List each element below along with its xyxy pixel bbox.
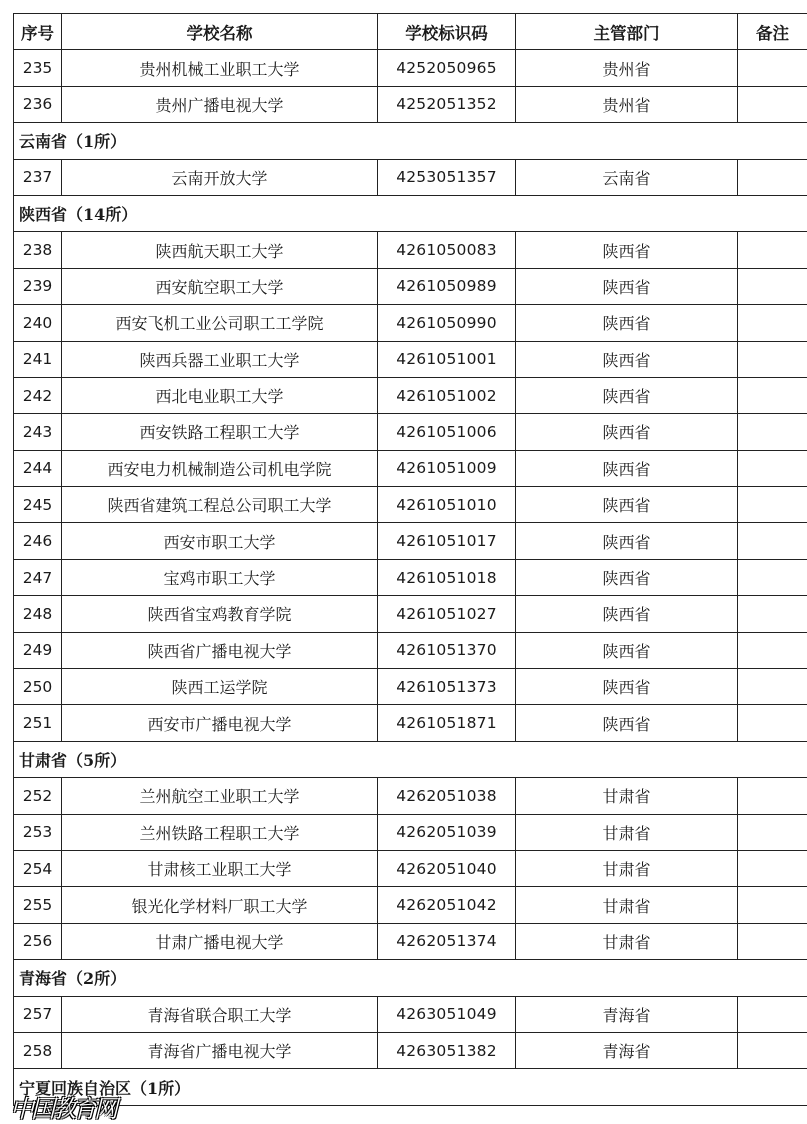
school-row bbox=[14, 887, 807, 923]
school-name: 陕西兵器工业职工大学 bbox=[62, 341, 378, 377]
school-name: 兰州铁路工程职工大学 bbox=[62, 814, 378, 850]
school-note bbox=[738, 86, 807, 122]
school-name: 西安航空职工大学 bbox=[62, 268, 378, 304]
col-header-code: 学校标识码 bbox=[378, 14, 516, 50]
school-name: 西北电业职工大学 bbox=[62, 377, 378, 413]
school-row bbox=[14, 305, 807, 341]
school-code: 4261051370 bbox=[378, 632, 516, 668]
school-row bbox=[14, 487, 807, 523]
school-row bbox=[14, 268, 807, 304]
school-code: 4262051374 bbox=[378, 923, 516, 959]
school-code: 4263051049 bbox=[378, 996, 516, 1032]
school-no: 244 bbox=[14, 450, 62, 486]
school-no: 245 bbox=[14, 487, 62, 523]
school-code: 4262051038 bbox=[378, 778, 516, 814]
school-code: 4261051009 bbox=[378, 450, 516, 486]
school-code: 4253051357 bbox=[378, 159, 516, 195]
school-code: 4261051001 bbox=[378, 341, 516, 377]
school-dept: 青海省 bbox=[516, 1032, 738, 1068]
school-row bbox=[14, 559, 807, 595]
school-dept: 甘肃省 bbox=[516, 778, 738, 814]
school-row bbox=[14, 341, 807, 377]
header-row bbox=[14, 14, 807, 50]
school-code: 4262051039 bbox=[378, 814, 516, 850]
school-no: 238 bbox=[14, 232, 62, 268]
school-code: 4263051382 bbox=[378, 1032, 516, 1068]
school-dept: 陕西省 bbox=[516, 341, 738, 377]
school-code: 4261051017 bbox=[378, 523, 516, 559]
school-no: 257 bbox=[14, 996, 62, 1032]
school-dept: 陕西省 bbox=[516, 450, 738, 486]
province-row bbox=[14, 195, 807, 231]
school-name: 西安市广播电视大学 bbox=[62, 705, 378, 741]
school-code: 4252050965 bbox=[378, 50, 516, 86]
school-no: 243 bbox=[14, 414, 62, 450]
school-dept: 陕西省 bbox=[516, 632, 738, 668]
school-dept: 陕西省 bbox=[516, 705, 738, 741]
school-dept: 陕西省 bbox=[516, 596, 738, 632]
school-dept: 陕西省 bbox=[516, 669, 738, 705]
school-row bbox=[14, 414, 807, 450]
school-row bbox=[14, 996, 807, 1032]
school-row bbox=[14, 1032, 807, 1068]
school-dept: 甘肃省 bbox=[516, 923, 738, 959]
school-name: 西安铁路工程职工大学 bbox=[62, 414, 378, 450]
school-note bbox=[738, 814, 807, 850]
school-note bbox=[738, 414, 807, 450]
school-row bbox=[14, 923, 807, 959]
school-no: 242 bbox=[14, 377, 62, 413]
school-no: 241 bbox=[14, 341, 62, 377]
school-note bbox=[738, 923, 807, 959]
school-note bbox=[738, 268, 807, 304]
school-note bbox=[738, 669, 807, 705]
school-dept: 陕西省 bbox=[516, 487, 738, 523]
school-row bbox=[14, 450, 807, 486]
school-dept: 甘肃省 bbox=[516, 850, 738, 886]
province-row bbox=[14, 741, 807, 777]
school-row bbox=[14, 523, 807, 559]
province-label: 甘肃省（5所） bbox=[14, 741, 807, 777]
school-code: 4261051018 bbox=[378, 559, 516, 595]
school-note bbox=[738, 1032, 807, 1068]
school-name: 甘肃核工业职工大学 bbox=[62, 850, 378, 886]
school-no: 235 bbox=[14, 50, 62, 86]
school-name: 陕西工运学院 bbox=[62, 669, 378, 705]
school-note bbox=[738, 232, 807, 268]
school-no: 248 bbox=[14, 596, 62, 632]
school-dept: 贵州省 bbox=[516, 86, 738, 122]
province-label: 陕西省（14所） bbox=[14, 195, 807, 231]
school-dept: 陕西省 bbox=[516, 232, 738, 268]
school-note bbox=[738, 50, 807, 86]
school-no: 254 bbox=[14, 850, 62, 886]
school-name: 贵州机械工业职工大学 bbox=[62, 50, 378, 86]
school-code: 4262051040 bbox=[378, 850, 516, 886]
school-note bbox=[738, 778, 807, 814]
school-note bbox=[738, 632, 807, 668]
school-code: 4262051042 bbox=[378, 887, 516, 923]
school-code: 4261051027 bbox=[378, 596, 516, 632]
school-dept: 陕西省 bbox=[516, 377, 738, 413]
school-name: 陕西省建筑工程总公司职工大学 bbox=[62, 487, 378, 523]
school-note bbox=[738, 377, 807, 413]
school-dept: 青海省 bbox=[516, 996, 738, 1032]
school-code: 4261051010 bbox=[378, 487, 516, 523]
school-dept: 云南省 bbox=[516, 159, 738, 195]
province-row bbox=[14, 960, 807, 996]
school-name: 陕西省广播电视大学 bbox=[62, 632, 378, 668]
school-dept: 陕西省 bbox=[516, 523, 738, 559]
school-dept: 陕西省 bbox=[516, 268, 738, 304]
school-row bbox=[14, 50, 807, 86]
school-name: 青海省广播电视大学 bbox=[62, 1032, 378, 1068]
school-note bbox=[738, 850, 807, 886]
school-no: 237 bbox=[14, 159, 62, 195]
school-note bbox=[738, 487, 807, 523]
school-row bbox=[14, 86, 807, 122]
school-name: 陕西省宝鸡教育学院 bbox=[62, 596, 378, 632]
school-note bbox=[738, 450, 807, 486]
school-note bbox=[738, 305, 807, 341]
school-row bbox=[14, 159, 807, 195]
school-no: 236 bbox=[14, 86, 62, 122]
province-label: 青海省（2所） bbox=[14, 960, 807, 996]
school-row bbox=[14, 669, 807, 705]
province-row bbox=[14, 1069, 807, 1105]
school-name: 甘肃广播电视大学 bbox=[62, 923, 378, 959]
school-no: 249 bbox=[14, 632, 62, 668]
school-name: 西安电力机械制造公司机电学院 bbox=[62, 450, 378, 486]
watermark-logo: 中国教育网 bbox=[10, 1095, 115, 1123]
school-code: 4261051373 bbox=[378, 669, 516, 705]
school-code: 4261050990 bbox=[378, 305, 516, 341]
school-note bbox=[738, 596, 807, 632]
school-no: 258 bbox=[14, 1032, 62, 1068]
school-note bbox=[738, 887, 807, 923]
school-code: 4261051006 bbox=[378, 414, 516, 450]
school-row bbox=[14, 632, 807, 668]
table-body bbox=[14, 50, 807, 1105]
school-row bbox=[14, 232, 807, 268]
school-note bbox=[738, 705, 807, 741]
school-note bbox=[738, 159, 807, 195]
school-name: 宝鸡市职工大学 bbox=[62, 559, 378, 595]
school-code: 4252051352 bbox=[378, 86, 516, 122]
school-list-table bbox=[13, 13, 807, 1106]
school-name: 西安市职工大学 bbox=[62, 523, 378, 559]
school-note bbox=[738, 559, 807, 595]
school-dept: 甘肃省 bbox=[516, 887, 738, 923]
col-header-dept: 主管部门 bbox=[516, 14, 738, 50]
col-header-no: 序号 bbox=[14, 14, 62, 50]
school-dept: 陕西省 bbox=[516, 559, 738, 595]
school-no: 256 bbox=[14, 923, 62, 959]
school-name: 云南开放大学 bbox=[62, 159, 378, 195]
school-row bbox=[14, 778, 807, 814]
province-label: 云南省（1所） bbox=[14, 123, 807, 159]
school-note bbox=[738, 523, 807, 559]
school-no: 255 bbox=[14, 887, 62, 923]
school-dept: 陕西省 bbox=[516, 305, 738, 341]
school-name: 银光化学材料厂职工大学 bbox=[62, 887, 378, 923]
school-dept: 陕西省 bbox=[516, 414, 738, 450]
school-note bbox=[738, 996, 807, 1032]
school-name: 陕西航天职工大学 bbox=[62, 232, 378, 268]
school-row bbox=[14, 596, 807, 632]
school-no: 253 bbox=[14, 814, 62, 850]
school-no: 246 bbox=[14, 523, 62, 559]
school-code: 4261050083 bbox=[378, 232, 516, 268]
school-no: 247 bbox=[14, 559, 62, 595]
school-no: 240 bbox=[14, 305, 62, 341]
col-header-name: 学校名称 bbox=[62, 14, 378, 50]
school-code: 4261051871 bbox=[378, 705, 516, 741]
school-code: 4261050989 bbox=[378, 268, 516, 304]
school-no: 251 bbox=[14, 705, 62, 741]
school-dept: 贵州省 bbox=[516, 50, 738, 86]
school-no: 252 bbox=[14, 778, 62, 814]
school-no: 250 bbox=[14, 669, 62, 705]
col-header-note: 备注 bbox=[738, 14, 807, 50]
school-row bbox=[14, 850, 807, 886]
province-label: 宁夏回族自治区（1所） bbox=[14, 1069, 807, 1105]
school-row bbox=[14, 377, 807, 413]
school-no: 239 bbox=[14, 268, 62, 304]
school-name: 西安飞机工业公司职工工学院 bbox=[62, 305, 378, 341]
school-code: 4261051002 bbox=[378, 377, 516, 413]
school-name: 青海省联合职工大学 bbox=[62, 996, 378, 1032]
province-row bbox=[14, 123, 807, 159]
school-dept: 甘肃省 bbox=[516, 814, 738, 850]
school-name: 贵州广播电视大学 bbox=[62, 86, 378, 122]
school-row bbox=[14, 814, 807, 850]
school-note bbox=[738, 341, 807, 377]
school-name: 兰州航空工业职工大学 bbox=[62, 778, 378, 814]
school-row bbox=[14, 705, 807, 741]
